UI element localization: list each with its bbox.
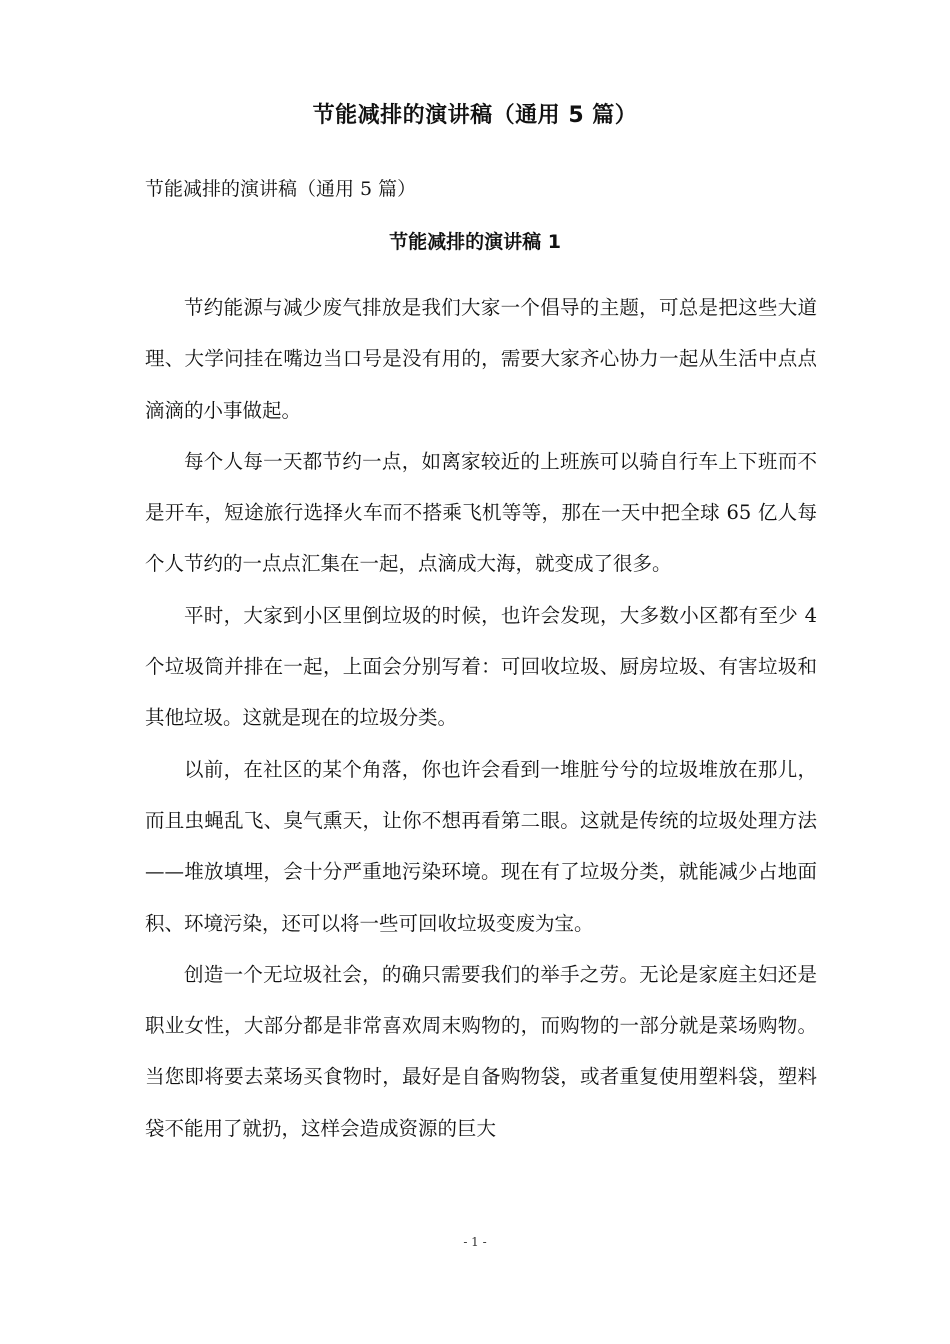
paragraph-3: 平时，大家到小区里倒垃圾的时候，也许会发现，大多数小区都有至少 4 个垃圾筒并排在一起，上面会分别写着：可回收垃圾、厨房垃圾、有害垃圾和其他垃圾。这就是现在的垃圾分类。 xyxy=(145,603,817,730)
document-subtitle: 节能减排的演讲稿（通用 5 篇） xyxy=(145,178,417,200)
section-heading: 节能减排的演讲稿 1 xyxy=(389,231,561,253)
body-text xyxy=(145,282,817,1154)
paragraph-4: 以前，在社区的某个角落，你也许会看到一堆脏兮兮的垃圾堆放在那儿，而且虫蝇乱飞、臭气熏天，让你不想再看第二眼。这就是传统的垃圾处理方法——堆放填埋，会十分严重地污染环境。现在有了垃圾分类，就能减少占地面积、环境污染，还可以将一些可回收垃圾变废为宝。 xyxy=(145,757,817,935)
paragraph-2: 每个人每一天都节约一点，如离家较近的上班族可以骑自行车上下班而不是开车，短途旅行选择火车而不搭乘飞机等等，那在一天中把全球 65 亿人每个人节约的一点点汇集在一起，点滴成大海，就变成了很多。 xyxy=(145,449,817,576)
paragraph-1: 节约能源与减少废气排放是我们大家一个倡导的主题，可总是把这些大道理、大学问挂在嘴边当口号是没有用的，需要大家齐心协力一起从生活中点点滴滴的小事做起。 xyxy=(145,296,817,422)
paragraph-5: 创造一个无垃圾社会，的确只需要我们的举手之劳。无论是家庭主妇还是职业女性，大部分都是非常喜欢周末购物的，而购物的一部分就是菜场购物。当您即将要去菜场买食物时，最好是自备购物袋，或者重复使用塑料袋，塑料袋不能用了就扔，这样会造成资源的巨大 xyxy=(145,962,817,1140)
document-title: 节能减排的演讲稿（通用 5 篇） xyxy=(312,103,638,128)
page-number: - 1 - xyxy=(463,1235,487,1249)
